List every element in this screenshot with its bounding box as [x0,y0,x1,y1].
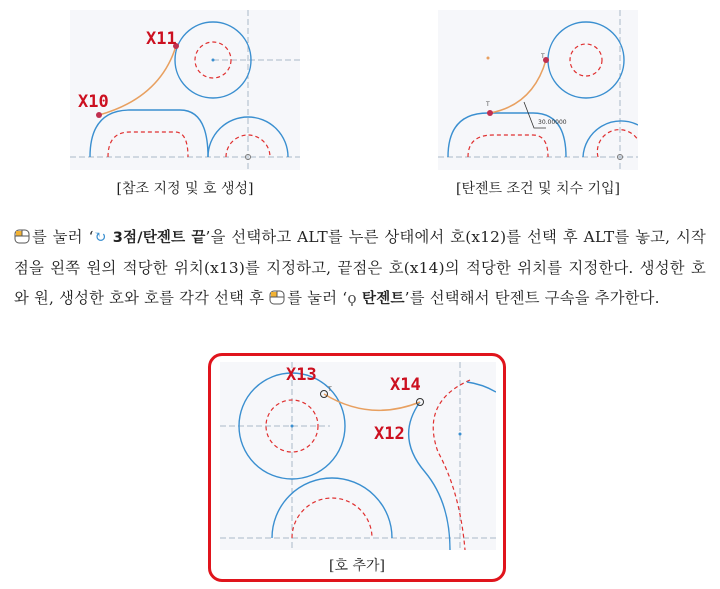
mouse-icon [14,224,30,239]
para-s2b: ’를 선택해서 탄젠트 구속을 추가한다. [404,289,660,307]
figure-add-arc [220,362,496,550]
command-tangent: 탄젠트 [356,291,405,307]
mouse-icon [269,285,285,300]
instruction-paragraph [14,222,706,314]
figure-reference-and-arc [70,10,300,170]
para-s1a: 를 눌러 ‘ [32,228,94,246]
label-x10: X10 [78,92,109,112]
figure-tangent-and-dimension [438,10,638,170]
label-x11: X11 [146,29,177,49]
label-x12: X12 [374,424,405,444]
para-s2a: 를 눌러 ‘ [287,289,348,307]
command-3pt-tangent-end: 3점/탄젠트 끝 [106,230,206,246]
dimension-value: 30.00000 [538,119,567,126]
tangent-mark: T [541,53,545,60]
figure1-caption: [참조 지정 및 호 생성] [116,181,254,197]
tangent-mark: T [486,101,490,108]
tangent-mark: T [328,386,332,393]
figure3-caption: [호 추가] [329,558,385,574]
label-x14: X14 [390,375,421,395]
label-x13: X13 [286,365,317,385]
tangent-tool-icon: ϙ [347,289,357,307]
arc-tool-icon: ↻ [93,228,107,246]
para-s1b: ’을 선택하고 ALT를 누른 상태에서 호(x12)를 선택 후 ALT를 놓고, 시작점을 왼쪽 원의 적당한 위치(x13)를 지정하고, 끝점은 호(x14)의 적당한 위치를 지정한다. 생성한 호와 원, 생성한 호와 호를 각각 선택 후 [14,228,706,307]
figure2-caption: [탄젠트 조건 및 치수 기입] [456,181,620,197]
